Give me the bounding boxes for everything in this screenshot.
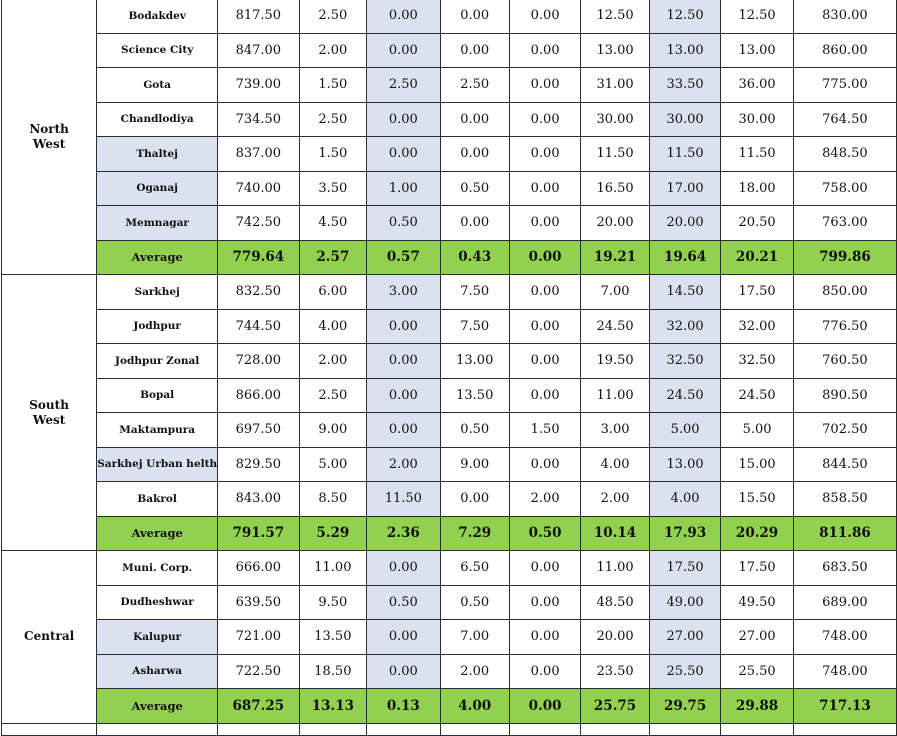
value-cell: 32.00 [721,309,793,344]
value-cell: 5.00 [299,447,367,482]
zone-name: North [29,121,69,136]
average-value: 29.75 [649,689,721,724]
ward-name: Bakrol [97,482,218,517]
value-cell: 683.50 [793,551,896,586]
ward-name: Jodhpur [97,309,218,344]
value-cell: 13.00 [649,447,721,482]
ward-name: Asharwa [97,654,218,689]
value-cell: 0.00 [509,137,580,172]
value-cell: 3.50 [299,171,367,206]
average-value: 779.64 [218,240,299,275]
average-value: 5.29 [299,516,367,551]
ward-name: Gota [97,68,218,103]
ward-name: Oganaj [97,171,218,206]
zone-name: West [32,136,66,151]
average-value: 791.57 [218,516,299,551]
ward-name: Science City [97,33,218,68]
value-cell: 17.00 [649,171,721,206]
value-cell: 2.00 [509,482,580,517]
table-row [2,102,897,137]
value-cell: 23.50 [581,654,650,689]
average-value: 20.21 [721,240,793,275]
average-value: 29.88 [721,689,793,724]
empty-cell [97,723,218,735]
ward-name: Bodakdev [97,0,218,33]
average-value: 7.29 [440,516,509,551]
average-label: Average [97,516,218,551]
empty-cell [440,723,509,735]
value-cell: 11.00 [299,551,367,586]
value-cell: 13.50 [299,620,367,655]
value-cell: 17.50 [721,275,793,310]
value-cell: 0.50 [367,206,440,241]
value-cell: 847.00 [218,33,299,68]
value-cell: 14.50 [649,275,721,310]
average-value: 2.36 [367,516,440,551]
value-cell: 748.00 [793,654,896,689]
value-cell: 3.00 [367,275,440,310]
value-cell: 0.00 [367,378,440,413]
ward-name: Jodhpur Zonal [97,344,218,379]
value-cell: 24.50 [721,378,793,413]
value-cell: 817.50 [218,0,299,33]
value-cell: 0.00 [440,102,509,137]
value-cell: 776.50 [793,309,896,344]
value-cell: 5.00 [721,413,793,448]
value-cell: 6.50 [440,551,509,586]
table-row [2,482,897,517]
value-cell: 837.00 [218,137,299,172]
value-cell: 4.50 [299,206,367,241]
value-cell: 0.00 [509,620,580,655]
value-cell: 0.00 [509,309,580,344]
table-row [2,447,897,482]
value-cell: 2.00 [581,482,650,517]
value-cell: 0.00 [440,206,509,241]
value-cell: 12.50 [581,0,650,33]
value-cell: 11.50 [649,137,721,172]
value-cell: 689.00 [793,585,896,620]
value-cell: 0.00 [440,33,509,68]
average-value: 10.14 [581,516,650,551]
value-cell: 16.50 [581,171,650,206]
value-cell: 17.50 [649,551,721,586]
value-cell: 30.00 [581,102,650,137]
value-cell: 829.50 [218,447,299,482]
value-cell: 11.00 [581,378,650,413]
value-cell: 0.50 [367,585,440,620]
value-cell: 0.00 [509,378,580,413]
value-cell: 9.00 [299,413,367,448]
value-cell: 25.50 [649,654,721,689]
table-row [2,68,897,103]
average-value: 19.21 [581,240,650,275]
value-cell: 2.00 [440,654,509,689]
value-cell: 890.50 [793,378,896,413]
value-cell: 0.00 [367,344,440,379]
value-cell: 13.00 [721,33,793,68]
value-cell: 9.00 [440,447,509,482]
value-cell: 17.50 [721,551,793,586]
value-cell: 13.00 [440,344,509,379]
average-value: 20.29 [721,516,793,551]
value-cell: 7.00 [440,620,509,655]
value-cell: 9.50 [299,585,367,620]
value-cell: 6.00 [299,275,367,310]
empty-cell [721,723,793,735]
average-value: 811.86 [793,516,896,551]
value-cell: 850.00 [793,275,896,310]
value-cell: 0.00 [367,654,440,689]
empty-cell [581,723,650,735]
value-cell: 15.00 [721,447,793,482]
value-cell: 0.00 [440,137,509,172]
average-value: 19.64 [649,240,721,275]
value-cell: 49.00 [649,585,721,620]
average-value: 25.75 [581,689,650,724]
table-row [2,378,897,413]
value-cell: 697.50 [218,413,299,448]
value-cell: 740.00 [218,171,299,206]
value-cell: 27.00 [649,620,721,655]
value-cell: 13.00 [649,33,721,68]
empty-cell [299,723,367,735]
value-cell: 0.00 [367,413,440,448]
value-cell: 0.00 [509,275,580,310]
zone-name: South [29,397,69,412]
average-value: 13.13 [299,689,367,724]
ward-name: Memnagar [97,206,218,241]
value-cell: 0.00 [509,344,580,379]
value-cell: 0.00 [367,33,440,68]
value-cell: 0.00 [367,102,440,137]
ward-name: Muni. Corp. [97,551,218,586]
value-cell: 758.00 [793,171,896,206]
value-cell: 0.00 [440,482,509,517]
value-cell: 7.50 [440,309,509,344]
empty-cell [2,723,97,735]
value-cell: 0.00 [367,137,440,172]
table-row [2,275,897,310]
table-row [2,551,897,586]
value-cell: 2.50 [299,378,367,413]
value-cell: 764.50 [793,102,896,137]
value-cell: 32.00 [649,309,721,344]
value-cell: 860.00 [793,33,896,68]
value-cell: 639.50 [218,585,299,620]
value-cell: 3.00 [581,413,650,448]
value-cell: 11.50 [581,137,650,172]
value-cell: 0.00 [509,654,580,689]
zone-name-cell [2,0,97,275]
value-cell: 0.00 [509,33,580,68]
value-cell: 760.50 [793,344,896,379]
value-cell: 2.50 [440,68,509,103]
value-cell: 0.50 [440,413,509,448]
average-row [2,516,897,551]
value-cell: 858.50 [793,482,896,517]
value-cell: 36.00 [721,68,793,103]
value-cell: 0.00 [509,551,580,586]
value-cell: 11.50 [721,137,793,172]
zone-name-cell [2,275,97,551]
value-cell: 734.50 [218,102,299,137]
value-cell: 27.00 [721,620,793,655]
value-cell: 748.00 [793,620,896,655]
value-cell: 843.00 [218,482,299,517]
average-value: 4.00 [440,689,509,724]
ward-name: Bopal [97,378,218,413]
average-value: 0.13 [367,689,440,724]
value-cell: 0.00 [509,447,580,482]
value-cell: 844.50 [793,447,896,482]
value-cell: 12.50 [649,0,721,33]
value-cell: 2.00 [367,447,440,482]
next-zone-row-edge [2,723,897,735]
value-cell: 20.00 [649,206,721,241]
value-cell: 721.00 [218,620,299,655]
average-label: Average [97,689,218,724]
average-value: 0.00 [509,689,580,724]
value-cell: 0.00 [440,0,509,33]
table-row [2,585,897,620]
average-value: 717.13 [793,689,896,724]
value-cell: 7.00 [581,275,650,310]
value-cell: 24.50 [649,378,721,413]
average-row [2,240,897,275]
value-cell: 866.00 [218,378,299,413]
value-cell: 0.00 [509,0,580,33]
value-cell: 0.00 [367,620,440,655]
value-cell: 763.00 [793,206,896,241]
empty-cell [367,723,440,735]
empty-cell [218,723,299,735]
value-cell: 20.00 [581,206,650,241]
value-cell: 0.50 [440,585,509,620]
value-cell: 4.00 [299,309,367,344]
value-cell: 8.50 [299,482,367,517]
value-cell: 775.00 [793,68,896,103]
value-cell: 49.50 [721,585,793,620]
table-row [2,309,897,344]
table-row [2,33,897,68]
value-cell: 728.00 [218,344,299,379]
empty-cell [649,723,721,735]
value-cell: 18.50 [299,654,367,689]
value-cell: 24.50 [581,309,650,344]
value-cell: 11.50 [367,482,440,517]
value-cell: 12.50 [721,0,793,33]
average-value: 2.57 [299,240,367,275]
value-cell: 13.50 [440,378,509,413]
value-cell: 31.00 [581,68,650,103]
average-value: 0.50 [509,516,580,551]
average-value: 687.25 [218,689,299,724]
value-cell: 0.00 [509,585,580,620]
value-cell: 2.00 [299,33,367,68]
empty-cell [509,723,580,735]
ward-name: Dudheshwar [97,585,218,620]
value-cell: 1.00 [367,171,440,206]
value-cell: 4.00 [649,482,721,517]
ward-name: Thaltej [97,137,218,172]
value-cell: 15.50 [721,482,793,517]
value-cell: 739.00 [218,68,299,103]
value-cell: 0.00 [509,171,580,206]
value-cell: 4.00 [581,447,650,482]
average-value: 799.86 [793,240,896,275]
value-cell: 0.00 [509,206,580,241]
value-cell: 33.50 [649,68,721,103]
ward-name: Sarkhej Urban helth [97,447,218,482]
table-row [2,620,897,655]
value-cell: 2.50 [299,102,367,137]
value-cell: 722.50 [218,654,299,689]
table-row [2,171,897,206]
value-cell: 20.00 [581,620,650,655]
value-cell: 2.00 [299,344,367,379]
value-cell: 0.00 [509,68,580,103]
data-table-frame [1,0,897,736]
value-cell: 5.00 [649,413,721,448]
zone-name: West [32,412,66,427]
value-cell: 32.50 [721,344,793,379]
value-cell: 18.00 [721,171,793,206]
ward-name: Kalupur [97,620,218,655]
average-row [2,689,897,724]
value-cell: 1.50 [299,137,367,172]
table-row [2,344,897,379]
value-cell: 20.50 [721,206,793,241]
table-row [2,137,897,172]
value-cell: 666.00 [218,551,299,586]
value-cell: 744.50 [218,309,299,344]
value-cell: 742.50 [218,206,299,241]
value-cell: 48.50 [581,585,650,620]
value-cell: 25.50 [721,654,793,689]
average-value: 0.00 [509,240,580,275]
value-cell: 702.50 [793,413,896,448]
value-cell: 0.00 [509,102,580,137]
empty-cell [793,723,896,735]
table-row [2,413,897,448]
value-cell: 1.50 [509,413,580,448]
value-cell: 0.50 [440,171,509,206]
value-cell: 830.00 [793,0,896,33]
value-cell: 2.50 [367,68,440,103]
value-cell: 7.50 [440,275,509,310]
average-value: 0.43 [440,240,509,275]
value-cell: 2.50 [299,0,367,33]
average-value: 0.57 [367,240,440,275]
value-cell: 32.50 [649,344,721,379]
value-cell: 13.00 [581,33,650,68]
table-row [2,654,897,689]
value-cell: 1.50 [299,68,367,103]
value-cell: 0.00 [367,0,440,33]
value-cell: 848.50 [793,137,896,172]
table-row [2,0,897,33]
average-label: Average [97,240,218,275]
ward-name: Chandlodiya [97,102,218,137]
table-row [2,206,897,241]
zone-name-cell [2,551,97,724]
ward-data-table [1,0,897,736]
value-cell: 11.00 [581,551,650,586]
value-cell: 0.00 [367,551,440,586]
value-cell: 0.00 [367,309,440,344]
value-cell: 832.50 [218,275,299,310]
value-cell: 30.00 [649,102,721,137]
value-cell: 30.00 [721,102,793,137]
ward-name: Sarkhej [97,275,218,310]
zone-name: Central [24,629,75,644]
ward-name: Maktampura [97,413,218,448]
value-cell: 19.50 [581,344,650,379]
average-value: 17.93 [649,516,721,551]
